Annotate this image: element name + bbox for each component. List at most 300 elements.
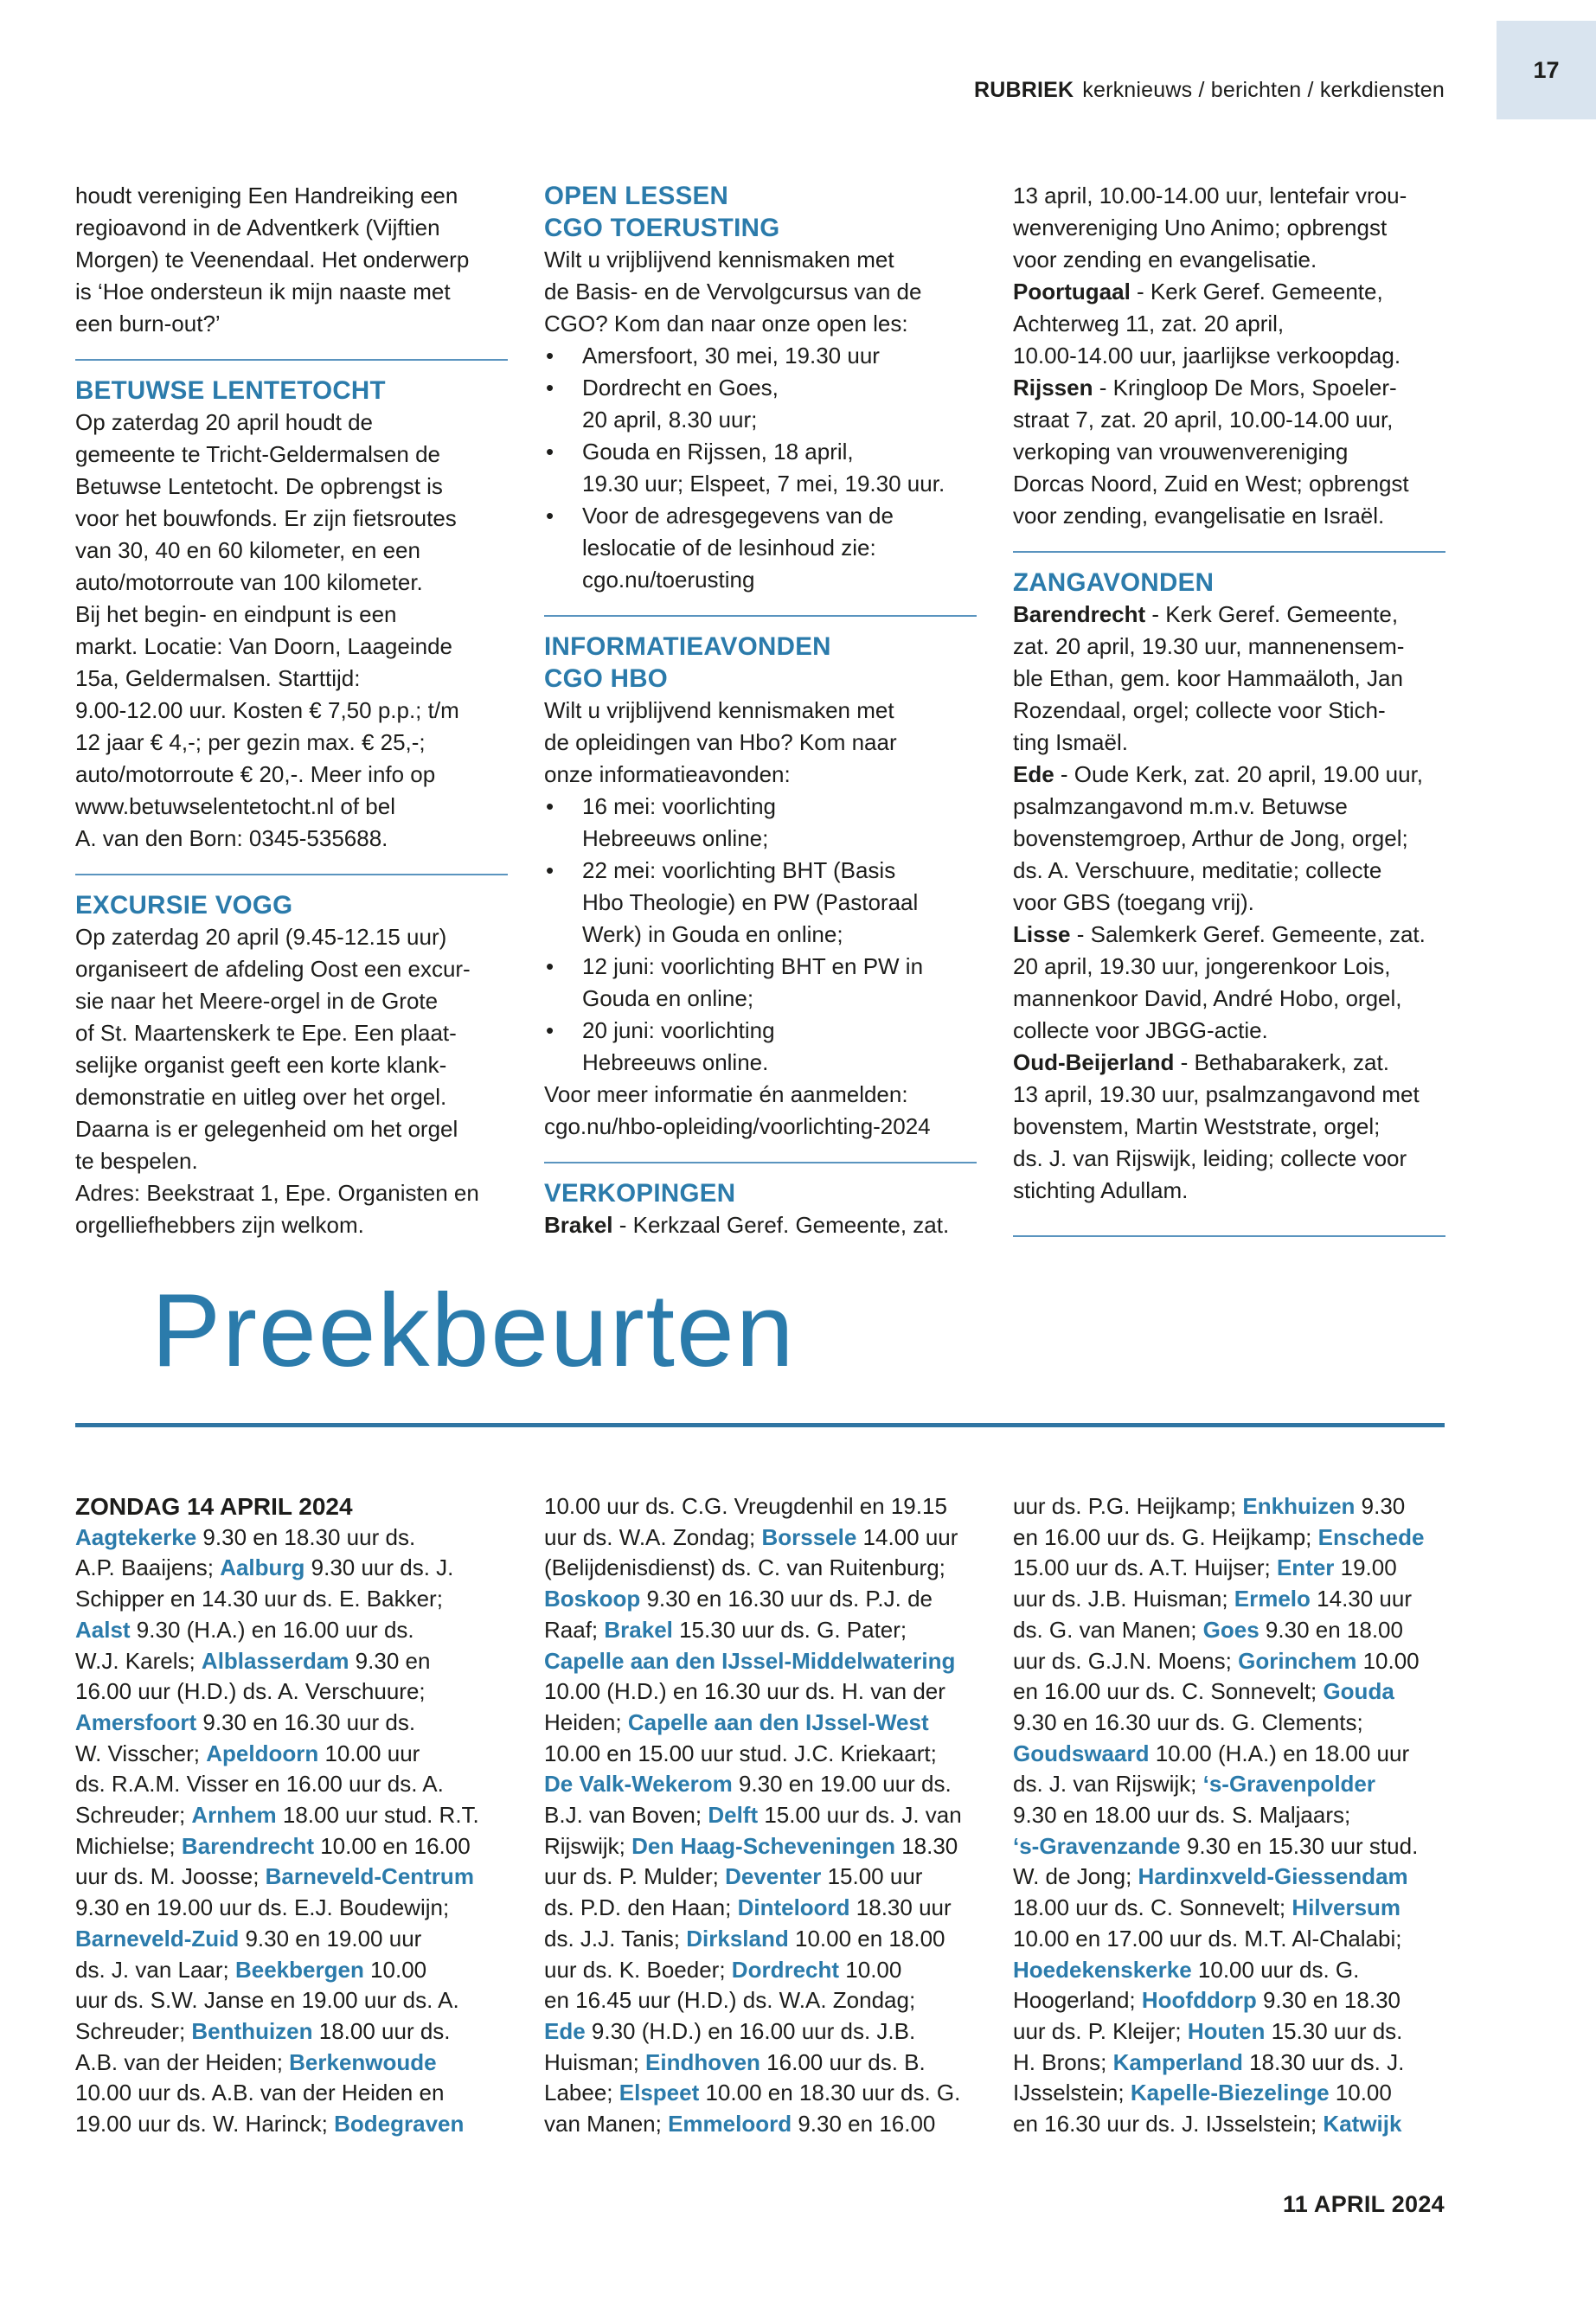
church-location: Hilversum xyxy=(1292,1894,1401,1921)
church-location: Bodegraven xyxy=(334,2111,465,2138)
page-number-tab xyxy=(1497,21,1596,119)
church-location: ‘s-Gravenpolder xyxy=(1202,1771,1376,1798)
church-location: Ermelo xyxy=(1234,1586,1311,1612)
text-line: 12 juni: voorlichting BHT en PW in xyxy=(582,953,924,979)
divider xyxy=(1013,1235,1445,1237)
text-line: 13 april, 10.00-14.00 uur, lentefair vrou- xyxy=(1013,183,1407,208)
church-location: Barendrecht xyxy=(181,1832,314,1859)
service-text: uur ds. P.G. Heijkamp; xyxy=(1013,1493,1243,1519)
service-text: 10.00 uur ds. C.G. Vreugdenhil en 19.15 xyxy=(544,1493,947,1519)
text-line: 15a, Geldermalsen. Starttijd: xyxy=(75,665,361,691)
text-line: 10.00-14.00 uur, jaarlijkse verkoopdag. xyxy=(1013,343,1401,369)
text-line: 22 mei: voorlichting BHT (Basis xyxy=(582,857,896,883)
schedule-line xyxy=(544,2109,977,2140)
church-location: Benthuizen xyxy=(191,2017,313,2044)
page-number: 17 xyxy=(1533,56,1560,83)
schedule-line xyxy=(1013,1676,1445,1708)
text-line: ds. A. Verschuure, meditatie; collecte xyxy=(1013,857,1382,883)
text-line: Voor de adresgegevens van de xyxy=(582,503,894,529)
text-line: van 30, 40 en 60 kilometer, en een xyxy=(75,537,420,563)
text-line: auto/motorroute € 20,-. Meer info op xyxy=(75,761,436,787)
schedule-line xyxy=(544,1924,977,1955)
list-item xyxy=(544,791,977,855)
church-location: Aalburg xyxy=(220,1554,305,1581)
service-text: en 16.30 uur ds. J. IJsselstein; xyxy=(1013,2111,1324,2138)
service-text: 9.30 en 19.00 uur xyxy=(239,1925,422,1952)
church-location: Dinteloord xyxy=(737,1894,850,1921)
open-text xyxy=(544,244,977,340)
service-text: uur ds. M. Joosse; xyxy=(75,1863,266,1890)
service-text: Schreuder; xyxy=(75,2017,192,2044)
entry-poortugaal xyxy=(1013,276,1445,308)
service-text: ds. J.J. Tanis; xyxy=(544,1925,687,1952)
schedule-line xyxy=(1013,1831,1445,1862)
text-line: 16 mei: voorlichting xyxy=(582,793,776,819)
entry-rijssen xyxy=(1013,372,1445,404)
service-text: Schipper en 14.30 uur ds. E. Bakker; xyxy=(75,1586,443,1612)
service-text: 9.30 en 15.30 uur stud. xyxy=(1180,1832,1419,1859)
text-line: Wilt u vrijblijvend kennismaken met xyxy=(544,697,894,723)
service-text: 18.30 xyxy=(894,1832,958,1859)
service-text: Huisman; xyxy=(544,2048,646,2075)
church-location: Dordrecht xyxy=(731,1956,840,1983)
service-text: 10.00 en 16.00 xyxy=(313,1832,471,1859)
text-line: houdt vereniging Een Handreiking een xyxy=(75,183,458,208)
verkopingen-continued xyxy=(1013,180,1445,532)
heading-line: INFORMATIEAVONDEN xyxy=(544,632,831,661)
text-line: onze informatieavonden: xyxy=(544,761,791,787)
service-text: 9.30 en 18.30 uur ds. xyxy=(196,1523,416,1550)
church-location: Eindhoven xyxy=(645,2048,760,2075)
entry-oud-beijerland xyxy=(1013,1047,1445,1079)
church-location: Enkhuizen xyxy=(1242,1493,1356,1519)
service-text: 18.30 uur ds. J. xyxy=(1242,2048,1405,2075)
church-location: Brakel xyxy=(604,1616,673,1643)
schedule-line xyxy=(1013,2048,1445,2079)
church-location: Barneveld-Centrum xyxy=(265,1863,474,1890)
text-line: voor zending en evangelisatie. xyxy=(1013,247,1317,272)
schedule-line xyxy=(75,1615,508,1646)
schedule-line xyxy=(1013,1553,1445,1584)
text-line: of St. Maartenskerk te Epe. Een plaat- xyxy=(75,1020,457,1046)
service-text: 9.30 en 18.30 xyxy=(1256,1987,1401,2014)
service-text: 10.00 xyxy=(839,1956,902,1983)
church-location: Hoofddorp xyxy=(1141,1987,1257,2014)
service-text: Rijswijk; xyxy=(544,1832,632,1859)
church-location: ‘s-Gravenzande xyxy=(1013,1832,1181,1859)
text-line: psalmzangavond m.m.v. Betuwse xyxy=(1013,793,1348,819)
heading-betuwse-lentetocht: BETUWSE LENTETOCHT xyxy=(75,376,386,405)
schedule-line xyxy=(1013,1800,1445,1831)
text-line: Voor meer informatie én aanmelden: xyxy=(544,1081,908,1107)
church-location: Barneveld-Zuid xyxy=(75,1925,240,1952)
schedule-line xyxy=(544,1522,977,1554)
service-text: uur ds. W.A. Zondag; xyxy=(544,1523,762,1550)
text-line: 20 juni: voorlichting xyxy=(582,1017,775,1043)
church-location: Borssele xyxy=(761,1523,857,1550)
church-location: Katwijk xyxy=(1323,2111,1402,2138)
schedule-lines xyxy=(1013,1491,1445,2140)
service-text: uur ds. P. Mulder; xyxy=(544,1863,726,1890)
place-name: Ede xyxy=(1013,761,1054,787)
text-line: 9.00-12.00 uur. Kosten € 7,50 p.p.; t/m xyxy=(75,697,459,723)
text-line: organiseert de afdeling Oost een excur- xyxy=(75,956,471,982)
service-text: 9.30 en 19.00 uur ds. E.J. Boudewijn; xyxy=(75,1894,450,1921)
list-item xyxy=(544,951,977,1015)
schedule-line xyxy=(544,1615,977,1646)
divider xyxy=(544,1162,977,1163)
schedule-line xyxy=(544,2016,977,2048)
schedule-line xyxy=(544,1676,977,1708)
place-name: Poortugaal xyxy=(1013,279,1131,304)
divider xyxy=(1013,551,1445,553)
place-name: Lisse xyxy=(1013,921,1071,947)
schedule-line xyxy=(544,1955,977,1986)
text-line: - Kerkzaal Geref. Gemeente, zat. xyxy=(612,1212,950,1238)
service-text: uur ds. J.B. Huisman; xyxy=(1013,1586,1234,1612)
service-text: IJsselstein; xyxy=(1013,2080,1131,2106)
service-text: ds. G. van Manen; xyxy=(1013,1616,1203,1643)
text-line: - Oude Kerk, zat. 20 april, 19.00 uur, xyxy=(1054,761,1424,787)
heading-line: CGO HBO xyxy=(544,664,669,693)
service-text: ds. R.A.M. Visser en 16.00 uur ds. A. xyxy=(75,1771,444,1798)
service-text: 10.00 xyxy=(363,1956,427,1983)
divider xyxy=(544,615,977,617)
service-text: 10.00 (H.A.) en 18.00 uur xyxy=(1149,1740,1410,1766)
text-line: Bij het begin- en eindpunt is een xyxy=(75,601,397,627)
text-line: Wilt u vrijblijvend kennismaken met xyxy=(544,247,894,272)
service-text: W.J. Karels; xyxy=(75,1647,202,1674)
service-text: 9.30 en 16.30 uur ds. G. Clements; xyxy=(1013,1708,1363,1735)
list-item xyxy=(544,855,977,951)
church-location: Capelle aan den IJssel-West xyxy=(627,1708,929,1735)
schedule-line xyxy=(544,1491,977,1522)
text-line: auto/motorroute van 100 kilometer. xyxy=(75,569,423,595)
place-name: Rijssen xyxy=(1013,375,1093,401)
schedule-line xyxy=(75,1800,508,1831)
place-name: Barendrecht xyxy=(1013,601,1146,627)
schedule-line xyxy=(1013,1862,1445,1893)
church-location: Aalst xyxy=(75,1616,131,1643)
schedule-line xyxy=(1013,1708,1445,1739)
service-text: 14.00 uur xyxy=(856,1523,958,1550)
church-location: Kamperland xyxy=(1112,2048,1243,2075)
church-location: Beekbergen xyxy=(234,1956,364,1983)
text-line: voor het bouwfonds. Er zijn fietsroutes xyxy=(75,505,457,531)
entry-barendrecht xyxy=(1013,599,1445,631)
text-line: Gouda en online; xyxy=(582,985,754,1011)
service-text: 19.00 xyxy=(1334,1554,1397,1581)
text-line: selijke organist geeft een korte klank- xyxy=(75,1052,447,1078)
service-text: 19.00 uur ds. W. Harinck; xyxy=(75,2111,335,2138)
text-line: Dorcas Noord, Zuid en West; opbrengst xyxy=(1013,471,1409,497)
church-location: Alblasserdam xyxy=(201,1647,349,1674)
schedule-line xyxy=(544,1646,977,1677)
text-line: mannenkoor David, André Hobo, orgel, xyxy=(1013,985,1402,1011)
service-text: 10.00 uur ds. A.B. van der Heiden en xyxy=(75,2080,445,2106)
text-line: Gouda en Rijssen, 18 april, xyxy=(582,439,854,465)
text-line: wenvereniging Uno Animo; opbrengst xyxy=(1013,215,1388,240)
heading-line: CGO TOERUSTING xyxy=(544,214,780,242)
info-after xyxy=(544,1079,977,1143)
schedule-line xyxy=(75,1955,508,1986)
church-location: Enschede xyxy=(1317,1523,1425,1550)
entry-ede xyxy=(1013,759,1445,791)
section-topics: kerknieuws / berichten / kerkdiensten xyxy=(1082,78,1445,102)
schedule-line xyxy=(75,2078,508,2109)
church-location: Hardinxveld-Giessendam xyxy=(1138,1863,1408,1890)
schedule-line xyxy=(75,1522,508,1554)
text-line: Achterweg 11, zat. 20 april, xyxy=(1013,311,1285,336)
column-2 xyxy=(544,180,977,1241)
schedule-line xyxy=(75,1831,508,1862)
church-location: Kapelle-Biezelinge xyxy=(1130,2080,1330,2106)
schedule-line xyxy=(1013,1924,1445,1955)
text-line: Op zaterdag 20 april (9.45-12.15 uur) xyxy=(75,924,447,950)
service-text: 18.30 uur xyxy=(849,1894,952,1921)
text-line: ting Ismaël. xyxy=(1013,729,1128,755)
church-location: Emmeloord xyxy=(668,2111,792,2138)
service-text: W. de Jong; xyxy=(1013,1863,1138,1890)
text-line: 20 april, 8.30 uur; xyxy=(582,407,758,433)
schedule-line xyxy=(1013,1584,1445,1615)
service-text: Schreuder; xyxy=(75,1802,192,1829)
church-location: Delft xyxy=(708,1802,759,1829)
text-line: - Kerk Geref. Gemeente, xyxy=(1130,279,1383,304)
service-text: ds. J. van Laar; xyxy=(75,1956,235,1983)
service-text: uur ds. K. Boeder; xyxy=(544,1956,732,1983)
schedule-line xyxy=(75,1646,508,1677)
title-rule xyxy=(75,1423,1445,1427)
text-line: orgelliefhebbers zijn welkom. xyxy=(75,1212,364,1238)
church-location: De Valk-Wekerom xyxy=(544,1771,733,1798)
church-location: Arnhem xyxy=(191,1802,277,1829)
church-location: Houten xyxy=(1187,2017,1266,2044)
schedule-line xyxy=(1013,2016,1445,2048)
service-text: 9.30 (H.A.) en 16.00 uur ds. xyxy=(130,1616,414,1643)
text-line: regioavond in de Adventkerk (Vijftien xyxy=(75,215,440,240)
schedule-line xyxy=(75,1676,508,1708)
church-location: Gorinchem xyxy=(1238,1647,1357,1674)
service-text: 9.30 (H.D.) en 16.00 uur ds. J.B. xyxy=(585,2017,916,2044)
schedule-line xyxy=(544,1893,977,1924)
verkopingen-text xyxy=(544,1209,977,1241)
service-text: 15.00 uur ds. A.T. Huijser; xyxy=(1013,1554,1277,1581)
service-text: 10.00 uur ds. G. xyxy=(1191,1956,1360,1983)
service-text: Labee; xyxy=(544,2080,619,2106)
schedule-line xyxy=(75,1584,508,1615)
text-line: CGO? Kom dan naar onze open les: xyxy=(544,311,908,336)
text-line: Dordrecht en Goes, xyxy=(582,375,779,401)
schedule-line xyxy=(544,1584,977,1615)
service-text: 15.30 uur ds. G. Pater; xyxy=(672,1616,907,1643)
list-item xyxy=(544,1015,977,1079)
schedule-line xyxy=(75,1708,508,1739)
link-text: cgo.nu/hbo-opleiding/voorlichting-2024 xyxy=(544,1113,931,1139)
service-text: 10.00 en 18.30 uur ds. G. xyxy=(699,2080,961,2106)
service-text: W. Visscher; xyxy=(75,1740,207,1766)
text-line: ble Ethan, gem. koor Hammaäloth, Jan xyxy=(1013,665,1403,691)
list-item xyxy=(544,436,977,500)
text-line: collecte voor JBGG-actie. xyxy=(1013,1017,1268,1043)
service-text: 18.00 uur stud. R.T. xyxy=(276,1802,479,1829)
church-location: Hoedekenskerke xyxy=(1013,1956,1192,1983)
service-text: 18.00 uur ds. xyxy=(312,2017,451,2044)
info-text xyxy=(544,695,977,791)
text-line: A. van den Born: 0345-535688. xyxy=(75,825,388,851)
schedule-line xyxy=(1013,1522,1445,1554)
service-text: 14.30 uur xyxy=(1310,1586,1413,1612)
text-line: gemeente te Tricht-Geldermalsen de xyxy=(75,441,440,467)
text-line: Betuwse Lentetocht. De opbrengst is xyxy=(75,473,443,499)
text-line: bovenstemgroep, Arthur de Jong, orgel; xyxy=(1013,825,1408,851)
service-text: 10.00 xyxy=(1329,2080,1392,2106)
service-text: 9.30 xyxy=(1355,1493,1406,1519)
place-name: Oud-Beijerland xyxy=(1013,1049,1175,1075)
text-line: de opleidingen van Hbo? Kom naar xyxy=(544,729,897,755)
text-line: - Kringloop De Mors, Spoeler- xyxy=(1093,375,1397,401)
service-text: van Manen; xyxy=(544,2111,669,2138)
day-title: ZONDAG 14 APRIL 2024 xyxy=(75,1493,353,1520)
service-text: 9.30 en 16.30 uur ds. P.J. de xyxy=(640,1586,933,1612)
service-text: 9.30 uur ds. J. xyxy=(304,1554,454,1581)
link-text: cgo.nu/toerusting xyxy=(582,567,755,593)
text-line: markt. Locatie: Van Doorn, Laageinde xyxy=(75,633,453,659)
service-text: Michielse; xyxy=(75,1832,182,1859)
service-text: en 16.00 uur ds. C. Sonnevelt; xyxy=(1013,1678,1324,1705)
church-location: Boskoop xyxy=(544,1586,641,1612)
text-line: Hbo Theologie) en PW (Pastoraal xyxy=(582,889,919,915)
text-line: een burn-out?’ xyxy=(75,311,221,336)
schedule-line xyxy=(75,1769,508,1800)
list-item xyxy=(544,500,977,596)
schedule-line xyxy=(1013,1955,1445,1986)
service-text: 10.00 xyxy=(1356,1647,1420,1674)
running-head xyxy=(974,78,1445,103)
service-text: A.B. van der Heiden; xyxy=(75,2048,290,2075)
text-line: Werk) in Gouda en online; xyxy=(582,921,843,947)
text-line: ds. J. van Rijswijk, leiding; collecte voor xyxy=(1013,1145,1407,1171)
service-text: B.J. van Boven; xyxy=(544,1802,708,1829)
service-text: 10.00 en 15.00 uur stud. J.C. Kriekaart; xyxy=(544,1740,937,1766)
heading-informatieavonden xyxy=(544,631,977,695)
section-title: Preekbeurten xyxy=(151,1272,796,1388)
intro-text xyxy=(75,180,508,340)
schedule-line xyxy=(1013,1646,1445,1677)
church-location: Gouda xyxy=(1323,1678,1394,1705)
heading-line: OPEN LESSEN xyxy=(544,182,729,210)
service-text: H. Brons; xyxy=(1013,2048,1113,2075)
informatieavonden-list xyxy=(544,791,977,1079)
schedule-line xyxy=(75,1985,508,2016)
text-line: Morgen) te Veenendaal. Het onderwerp xyxy=(75,247,470,272)
service-text: (Belijdenisdienst) ds. C. van Ruitenburg; xyxy=(544,1554,945,1581)
schedule-line xyxy=(544,1831,977,1862)
text-line: 12 jaar € 4,-; per gezin max. € 25,-; xyxy=(75,729,426,755)
schedule-line xyxy=(544,2048,977,2079)
schedule-line xyxy=(544,1769,977,1800)
schedule-line xyxy=(75,1739,508,1770)
schedule-line xyxy=(544,2078,977,2109)
text-line: stichting Adullam. xyxy=(1013,1177,1189,1203)
service-text: 9.30 en 16.00 xyxy=(792,2111,936,2138)
schedule-line xyxy=(75,1924,508,1955)
schedule-line xyxy=(75,1862,508,1893)
service-text: 9.30 en 19.00 uur ds. xyxy=(732,1771,952,1798)
church-location: Elspeet xyxy=(619,2080,700,2106)
issue-date: 11 APRIL 2024 xyxy=(1282,2191,1445,2217)
heading-open-lessen xyxy=(544,180,977,244)
schedule-line xyxy=(544,1985,977,2016)
church-location: Amersfoort xyxy=(75,1708,197,1735)
divider xyxy=(75,359,508,361)
schedule-line xyxy=(1013,1739,1445,1770)
open-lessen-list xyxy=(544,340,977,596)
preekbeurten-column-1 xyxy=(75,1491,508,2140)
church-location: Goes xyxy=(1202,1616,1259,1643)
church-location: Den Haag-Scheveningen xyxy=(631,1832,895,1859)
service-text: 10.00 en 17.00 uur ds. M.T. Al-Chalabi; xyxy=(1013,1925,1402,1952)
service-text: 10.00 en 18.00 xyxy=(788,1925,945,1952)
text-line: Rozendaal, orgel; collecte voor Stich- xyxy=(1013,697,1386,723)
church-location: Apeldoorn xyxy=(206,1740,319,1766)
service-text: 9.30 en 16.30 uur ds. xyxy=(196,1708,416,1735)
zangavonden-text xyxy=(1013,599,1445,1207)
excursie-text xyxy=(75,921,508,1241)
schedule-line xyxy=(75,1893,508,1924)
service-text: 9.30 en 18.00 uur ds. S. Maljaars; xyxy=(1013,1802,1351,1829)
service-text: uur ds. P. Kleijer; xyxy=(1013,2017,1188,2044)
text-line: - Kerk Geref. Gemeente, xyxy=(1145,601,1399,627)
text-line: www.betuwselentetocht.nl of bel xyxy=(75,793,395,819)
schedule-lines xyxy=(544,1491,977,2140)
schedule-line xyxy=(544,1739,977,1770)
service-text: Hoogerland; xyxy=(1013,1987,1142,2014)
service-text: en 16.00 uur ds. G. Heijkamp; xyxy=(1013,1523,1318,1550)
list-item xyxy=(544,372,977,436)
service-text: ds. P.D. den Haan; xyxy=(544,1894,738,1921)
text-line: is ‘Hoe ondersteun ik mijn naaste met xyxy=(75,279,451,304)
text-line: - Bethabarakerk, zat. xyxy=(1174,1049,1389,1075)
service-text: 16.00 uur ds. B. xyxy=(760,2048,926,2075)
text-line: 13 april, 19.30 uur, psalmzangavond met xyxy=(1013,1081,1420,1107)
section-label: RUBRIEK xyxy=(973,78,1074,102)
text-line: bovenstem, Martin Weststrate, orgel; xyxy=(1013,1113,1381,1139)
service-text: Heiden; xyxy=(544,1708,628,1735)
schedule-line xyxy=(1013,1615,1445,1646)
schedule-line xyxy=(544,1800,977,1831)
text-line: straat 7, zat. 20 april, 10.00-14.00 uur, xyxy=(1013,407,1394,433)
schedule-line xyxy=(1013,1893,1445,1924)
service-text: Raaf; xyxy=(544,1616,605,1643)
schedule-line xyxy=(1013,1491,1445,1522)
text-line: te bespelen. xyxy=(75,1148,198,1174)
text-line: Hebreeuws online; xyxy=(582,825,769,851)
service-text: 9.30 en xyxy=(349,1647,431,1674)
service-text: en 16.45 uur (H.D.) ds. W.A. Zondag; xyxy=(544,1987,916,2014)
church-location: Capelle aan den IJssel-Middelwatering xyxy=(544,1647,956,1674)
preekbeurten-column-3 xyxy=(1013,1491,1445,2140)
service-text: uur ds. G.J.N. Moens; xyxy=(1013,1647,1239,1674)
schedule-line xyxy=(544,1553,977,1584)
church-location: Goudswaard xyxy=(1013,1740,1150,1766)
church-location: Dirksland xyxy=(686,1925,789,1952)
church-location: Berkenwoude xyxy=(289,2048,437,2075)
service-text: 10.00 (H.D.) en 16.30 uur ds. H. van der xyxy=(544,1678,945,1705)
list-item xyxy=(544,340,977,372)
preekbeurten-column-2 xyxy=(544,1491,977,2140)
schedule-line xyxy=(75,1553,508,1584)
